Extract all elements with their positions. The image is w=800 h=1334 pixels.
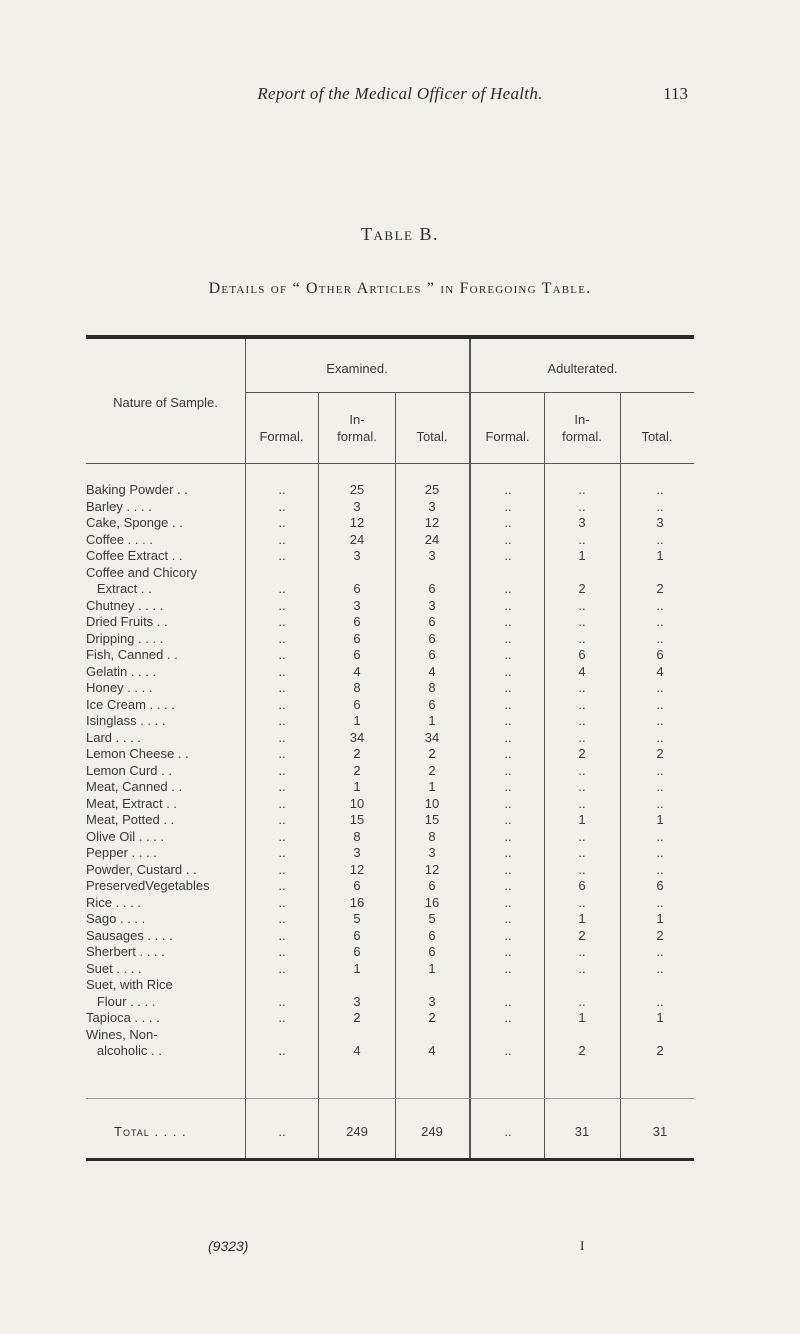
cell-at: .. — [656, 680, 664, 695]
cell-ei: 12 — [349, 861, 365, 877]
cell-ei: 6 — [353, 614, 361, 629]
group-header-examined: Examined. — [326, 361, 388, 376]
cell-et: 12 — [424, 515, 440, 530]
sample-name: Lard . . . . — [86, 729, 141, 745]
col-header-adulterated-formal: Formal. — [485, 429, 530, 444]
cell-ai: .. — [578, 944, 586, 959]
cell-ai: 3 — [578, 515, 586, 530]
cell-ef: .. — [278, 1043, 286, 1058]
cell-et: 25 — [424, 482, 440, 497]
cell-ai: .. — [578, 779, 586, 794]
cell-ei: 6 — [353, 944, 361, 959]
cell-ef: .. — [278, 828, 286, 844]
cell-et: 5 — [428, 911, 436, 926]
sample-name: Pepper . . . . — [86, 845, 157, 860]
table-row — [0, 895, 800, 911]
cell-ei: 6 — [353, 630, 361, 646]
cell-af: .. — [504, 911, 512, 926]
table-row — [0, 730, 800, 746]
cell-at: .. — [656, 597, 664, 613]
cell-af: .. — [504, 696, 512, 712]
table-row — [0, 565, 800, 581]
cell-at: 1 — [656, 1010, 664, 1025]
footer-signature: I — [580, 1238, 585, 1253]
cell-at: 2 — [656, 746, 664, 761]
sample-name: Olive Oil . . . . — [86, 828, 165, 844]
sample-name: Coffee Extract . . — [86, 548, 183, 563]
cell-et: 2 — [428, 746, 436, 761]
cell-ef: .. — [278, 779, 286, 794]
cell-af: .. — [504, 663, 512, 679]
cell-ef: .. — [278, 630, 286, 646]
table-row — [0, 961, 800, 977]
table-row — [0, 532, 800, 548]
cell-ei: 3 — [353, 845, 361, 860]
cell-at: .. — [656, 762, 664, 778]
cell-ef: .. — [278, 663, 286, 679]
cell-af: .. — [504, 630, 512, 646]
table-row — [0, 581, 800, 597]
cell-ei: 6 — [353, 696, 361, 712]
cell-et: 6 — [428, 614, 436, 629]
cell-af: .. — [504, 960, 512, 976]
cell-et: 3 — [428, 993, 436, 1009]
table-row — [0, 911, 800, 927]
cell-at: 6 — [656, 647, 664, 662]
sample-name: Lemon Curd . . — [86, 762, 172, 778]
cell-ef: .. — [278, 911, 286, 926]
total-adulterated-total: 31 — [652, 1124, 668, 1139]
cell-at: .. — [656, 482, 664, 497]
table-row — [0, 1010, 800, 1026]
cell-ai: 1 — [578, 812, 586, 827]
sample-name: Meat, Canned . . — [86, 779, 183, 794]
cell-et: 4 — [428, 663, 436, 679]
total-examined-total: 249 — [421, 1124, 443, 1139]
cell-ef: .. — [278, 614, 286, 629]
cell-ai: .. — [578, 614, 586, 629]
page-number: 113 — [663, 84, 688, 103]
cell-af: .. — [504, 614, 512, 629]
cell-et: 34 — [424, 729, 440, 745]
table-row — [0, 482, 800, 498]
sample-name: Meat, Potted . . — [86, 812, 175, 827]
cell-at: .. — [656, 630, 664, 646]
cell-ef: .. — [278, 812, 286, 827]
sample-name: Suet, with Rice — [86, 977, 173, 992]
running-title: Report of the Medical Officer of Health. — [257, 84, 543, 103]
cell-af: .. — [504, 861, 512, 877]
table-row — [0, 994, 800, 1010]
sample-name: Cake, Sponge . . — [86, 515, 183, 530]
total-adulterated-informal: 31 — [574, 1124, 590, 1139]
cell-et: 1 — [428, 960, 436, 976]
cell-af: .. — [504, 894, 512, 910]
cell-at: 2 — [656, 927, 664, 943]
cell-ei: 6 — [353, 647, 361, 662]
cell-et: 6 — [428, 944, 436, 959]
cell-ef: .. — [278, 581, 286, 596]
cell-ai: 1 — [578, 911, 586, 926]
cell-et: 2 — [428, 762, 436, 778]
cell-ai: 1 — [578, 548, 586, 563]
table-row — [0, 878, 800, 894]
cell-ai: .. — [578, 762, 586, 778]
cell-et: 10 — [424, 795, 440, 811]
cell-ei: 1 — [353, 713, 361, 728]
sample-name: Coffee and Chicory — [86, 564, 198, 580]
cell-et: 15 — [424, 812, 440, 827]
cell-af: .. — [504, 531, 512, 547]
table-row — [0, 812, 800, 828]
cell-ei: 3 — [353, 993, 361, 1009]
cell-ai: .. — [578, 713, 586, 728]
cell-ei: 6 — [353, 581, 361, 596]
cell-ai: .. — [578, 696, 586, 712]
cell-ai: .. — [578, 828, 586, 844]
cell-ei: 1 — [353, 779, 361, 794]
cell-ei: 8 — [353, 680, 361, 695]
cell-ei: 3 — [353, 548, 361, 563]
cell-et: 4 — [428, 1043, 436, 1058]
table-row — [0, 763, 800, 779]
cell-ei: 10 — [349, 795, 365, 811]
sample-name: Sago . . . . — [86, 911, 146, 926]
cell-af: .. — [504, 597, 512, 613]
sample-name: Barley . . . . — [86, 498, 152, 514]
cell-ef: .. — [278, 993, 286, 1009]
sample-name: Honey . . . . — [86, 680, 153, 695]
cell-af: .. — [504, 548, 512, 563]
sample-name: Sherbert . . . . — [86, 944, 165, 959]
cell-ei: 25 — [349, 482, 365, 497]
cell-ai: .. — [578, 993, 586, 1009]
total-examined-informal: 249 — [346, 1124, 368, 1139]
cell-af: .. — [504, 515, 512, 530]
cell-at: .. — [656, 944, 664, 959]
cell-ef: .. — [278, 713, 286, 728]
total-adulterated-formal: .. — [504, 1124, 512, 1139]
cell-ef: .. — [278, 515, 286, 530]
cell-ei: 6 — [353, 878, 361, 893]
table-row — [0, 631, 800, 647]
cell-et: 3 — [428, 498, 436, 514]
cell-ef: .. — [278, 729, 286, 745]
cell-ai: 6 — [578, 647, 586, 662]
cell-af: .. — [504, 713, 512, 728]
cell-at: .. — [656, 845, 664, 860]
cell-af: .. — [504, 878, 512, 893]
cell-ei: 2 — [353, 1010, 361, 1025]
cell-ef: .. — [278, 531, 286, 547]
total-label: Total . . . . — [114, 1124, 187, 1139]
sample-name: Sausages . . . . — [86, 927, 173, 943]
cell-af: .. — [504, 812, 512, 827]
cell-af: .. — [504, 795, 512, 811]
cell-af: .. — [504, 762, 512, 778]
cell-et: 6 — [428, 696, 436, 712]
cell-at: 1 — [656, 812, 664, 827]
cell-ef: .. — [278, 696, 286, 712]
cell-ef: .. — [278, 482, 286, 497]
cell-af: .. — [504, 927, 512, 943]
sample-name: Ice Cream . . . . — [86, 696, 175, 712]
sample-name: Flour . . . . — [86, 993, 156, 1009]
cell-et: 6 — [428, 630, 436, 646]
cell-at: .. — [656, 894, 664, 910]
cell-ai: .. — [578, 498, 586, 514]
sample-name: Suet . . . . — [86, 960, 142, 976]
cell-at: .. — [656, 993, 664, 1009]
cell-ei: 24 — [349, 531, 365, 547]
cell-ef: .. — [278, 845, 286, 860]
cell-ei: 3 — [353, 498, 361, 514]
cell-ai: .. — [578, 630, 586, 646]
cell-ai: .. — [578, 680, 586, 695]
cell-af: .. — [504, 482, 512, 497]
cell-af: .. — [504, 729, 512, 745]
cell-af: .. — [504, 845, 512, 860]
cell-ai: .. — [578, 597, 586, 613]
table-row — [0, 796, 800, 812]
cell-et: 3 — [428, 548, 436, 563]
sample-name: Coffee . . . . — [86, 531, 153, 547]
cell-ef: .. — [278, 498, 286, 514]
col-header-examined-total: Total. — [416, 429, 448, 444]
cell-et: 6 — [428, 581, 436, 596]
cell-ai: 1 — [578, 1010, 586, 1025]
cell-af: .. — [504, 779, 512, 794]
table-row — [0, 515, 800, 531]
cell-ei: 8 — [353, 828, 361, 844]
sample-name: Rice . . . . — [86, 894, 141, 910]
cell-ai: 2 — [578, 746, 586, 761]
cell-ei: 2 — [353, 746, 361, 761]
cell-ai: .. — [578, 729, 586, 745]
table-row — [0, 746, 800, 762]
cell-ai: 2 — [578, 581, 586, 596]
sample-name: Fish, Canned . . — [86, 647, 178, 662]
cell-ei: 1 — [353, 960, 361, 976]
cell-ei: 2 — [353, 762, 361, 778]
cell-at: .. — [656, 696, 664, 712]
cell-ai: .. — [578, 795, 586, 811]
sample-name: Baking Powder . . — [86, 482, 188, 497]
cell-ai: 2 — [578, 927, 586, 943]
cell-at: .. — [656, 960, 664, 976]
col-header-adulterated-total: Total. — [641, 429, 673, 444]
cell-ai: .. — [578, 531, 586, 547]
table-row — [0, 680, 800, 696]
cell-at: .. — [656, 861, 664, 877]
table-row — [0, 548, 800, 564]
sample-name: Wines, Non- — [86, 1026, 158, 1042]
table-row — [0, 862, 800, 878]
cell-af: .. — [504, 746, 512, 761]
table-subtitle: Details of “ Other Articles ” in Foregoing Table. — [208, 280, 592, 297]
sample-name: Powder, Custard . . — [86, 861, 197, 877]
table-row — [0, 928, 800, 944]
cell-et: 2 — [428, 1010, 436, 1025]
cell-af: .. — [504, 1043, 512, 1058]
cell-ei: 5 — [353, 911, 361, 926]
cell-ef: .. — [278, 647, 286, 662]
table-row — [0, 977, 800, 993]
cell-ef: .. — [278, 795, 286, 811]
sample-name: PreservedVegetables — [86, 878, 210, 893]
cell-ei: 15 — [349, 812, 365, 827]
cell-ai: .. — [578, 894, 586, 910]
cell-ef: .. — [278, 960, 286, 976]
sample-name: Tapioca . . . . — [86, 1010, 160, 1025]
cell-at: .. — [656, 729, 664, 745]
cell-at: .. — [656, 498, 664, 514]
cell-af: .. — [504, 944, 512, 959]
cell-at: .. — [656, 713, 664, 728]
cell-ef: .. — [278, 1010, 286, 1025]
cell-ef: .. — [278, 762, 286, 778]
sample-name: Lemon Cheese . . — [86, 746, 189, 761]
col-header-nature: Nature of Sample. — [113, 395, 218, 410]
cell-et: 8 — [428, 680, 436, 695]
cell-et: 6 — [428, 878, 436, 893]
col-header-adulterated-informal: In- formal. — [562, 412, 602, 444]
cell-at: 3 — [656, 515, 664, 530]
table-row — [0, 499, 800, 515]
cell-at: 2 — [656, 581, 664, 596]
cell-af: .. — [504, 828, 512, 844]
table-row — [0, 944, 800, 960]
table-row — [0, 664, 800, 680]
cell-ef: .. — [278, 746, 286, 761]
sample-name: Isinglass . . . . — [86, 713, 166, 728]
sample-name: alcoholic . . — [86, 1043, 162, 1058]
cell-et: 1 — [428, 779, 436, 794]
col-header-examined-informal: In- formal. — [337, 412, 377, 444]
cell-af: .. — [504, 647, 512, 662]
cell-ef: .. — [278, 680, 286, 695]
cell-ei: 4 — [353, 663, 361, 679]
cell-ef: .. — [278, 548, 286, 563]
table-row — [0, 1027, 800, 1043]
cell-ef: .. — [278, 944, 286, 959]
total-examined-formal: .. — [278, 1124, 286, 1139]
footer-code: (9323) — [208, 1238, 249, 1254]
cell-at: .. — [656, 614, 664, 629]
cell-ai: .. — [578, 845, 586, 860]
cell-af: .. — [504, 680, 512, 695]
sample-name: Chutney . . . . — [86, 597, 164, 613]
cell-af: .. — [504, 1010, 512, 1025]
cell-ef: .. — [278, 597, 286, 613]
cell-ai: 6 — [578, 878, 586, 893]
cell-ef: .. — [278, 894, 286, 910]
cell-et: 6 — [428, 927, 436, 943]
cell-ei: 16 — [349, 894, 365, 910]
cell-at: 2 — [656, 1043, 664, 1058]
sample-name: Meat, Extract . . — [86, 795, 178, 811]
cell-ef: .. — [278, 878, 286, 893]
cell-ai: 4 — [578, 663, 586, 679]
cell-at: 1 — [656, 911, 664, 926]
table-row — [0, 779, 800, 795]
cell-at: .. — [656, 779, 664, 794]
cell-at: .. — [656, 828, 664, 844]
cell-at: 4 — [656, 663, 664, 679]
sample-name: Gelatin . . . . — [86, 663, 157, 679]
cell-af: .. — [504, 498, 512, 514]
cell-et: 1 — [428, 713, 436, 728]
table-row — [0, 697, 800, 713]
cell-at: 1 — [656, 548, 664, 563]
cell-ei: 12 — [349, 515, 365, 530]
table-row — [0, 845, 800, 861]
cell-at: .. — [656, 531, 664, 547]
cell-ai: .. — [578, 960, 586, 976]
cell-af: .. — [504, 581, 512, 596]
cell-et: 12 — [424, 861, 440, 877]
cell-et: 3 — [428, 845, 436, 860]
sample-name: Dripping . . . . — [86, 630, 164, 646]
cell-ai: .. — [578, 482, 586, 497]
sample-name: Dried Fruits . . — [86, 614, 168, 629]
cell-ei: 34 — [349, 729, 365, 745]
table-title: Table B. — [361, 224, 439, 244]
group-header-adulterated: Adulterated. — [547, 361, 618, 376]
table-row — [0, 713, 800, 729]
cell-at: .. — [656, 795, 664, 811]
cell-ei: 4 — [353, 1043, 361, 1058]
cell-ai: .. — [578, 861, 586, 877]
col-header-examined-formal: Formal. — [259, 429, 304, 444]
cell-et: 16 — [424, 894, 440, 910]
cell-ef: .. — [278, 927, 286, 943]
table-row — [0, 647, 800, 663]
cell-ei: 6 — [353, 927, 361, 943]
cell-ei: 3 — [353, 597, 361, 613]
cell-af: .. — [504, 993, 512, 1009]
cell-ef: .. — [278, 861, 286, 877]
cell-et: 8 — [428, 828, 436, 844]
cell-et: 6 — [428, 647, 436, 662]
table-row — [0, 1043, 800, 1059]
cell-et: 24 — [424, 531, 440, 547]
cell-at: 6 — [656, 878, 664, 893]
table-row — [0, 598, 800, 614]
table-row — [0, 829, 800, 845]
cell-ai: 2 — [578, 1043, 586, 1058]
cell-et: 3 — [428, 597, 436, 613]
sample-name: Extract . . — [86, 581, 152, 596]
table-row — [0, 614, 800, 630]
